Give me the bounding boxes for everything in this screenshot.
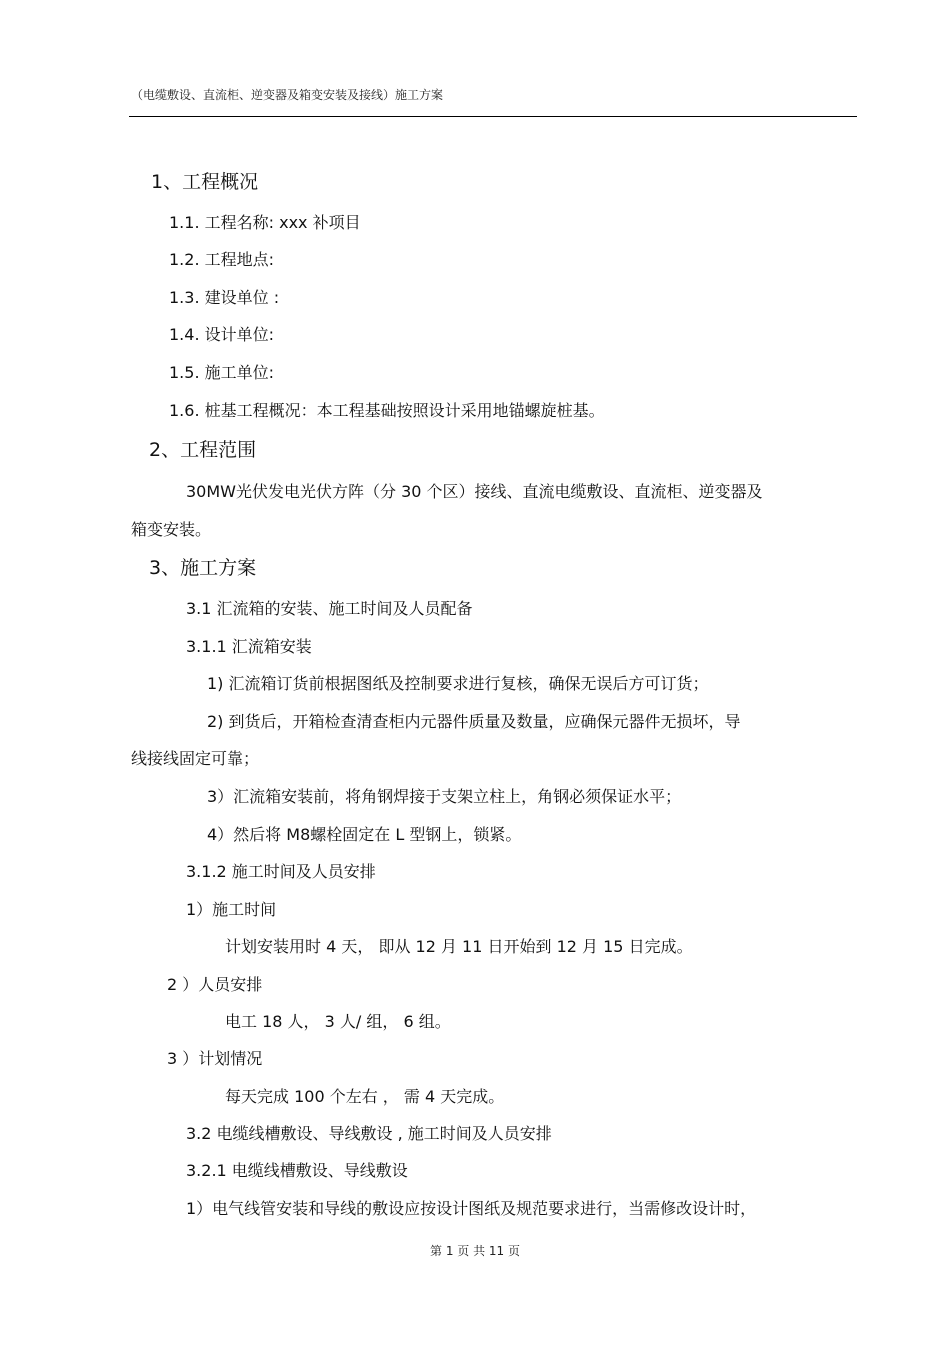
section-3-1-1-item-4: 4）然后将 M8螺栓固定在 L 型钢上，锁紧。 bbox=[207, 825, 522, 844]
section-3-2-1-title: 3.2.1 电缆线槽敷设、导线敷设 bbox=[186, 1161, 408, 1180]
section-3-1-2-time-text: 计划安装用时 4 天， 即从 12 月 11 日开始到 12 月 15 日完成。 bbox=[225, 937, 693, 956]
section-1-item-6: 1.6. 桩基工程概况：本工程基础按照设计采用地锚螺旋桩基。 bbox=[169, 401, 605, 420]
section-3-1-2-title: 3.1.2 施工时间及人员安排 bbox=[186, 862, 376, 881]
section-3-1-title: 3.1 汇流箱的安装、施工时间及人员配备 bbox=[186, 599, 473, 618]
section-2-heading: 2、工程范围 bbox=[149, 439, 257, 461]
section-3-1-2-plan-label: 3 ）计划情况 bbox=[167, 1049, 263, 1068]
page-header-title: （电缆敷设、直流柜、逆变器及箱变安装及接线）施工方案 bbox=[131, 88, 444, 102]
section-3-1-1-item-2-line-1: 2) 到货后，开箱检查清查柜内元器件质量及数量，应确保元器件无损坏，导 bbox=[207, 712, 741, 731]
section-3-2-title: 3.2 电缆线槽敷设、导线敷设 , 施工时间及人员安排 bbox=[186, 1124, 552, 1143]
section-3-2-1-item-1: 1）电气线管安装和导线的敷设应按设计图纸及规范要求进行，当需修改设计时， bbox=[186, 1199, 757, 1218]
section-3-1-1-item-2-line-2: 线接线固定可靠； bbox=[131, 749, 260, 768]
section-2-paragraph-line-1: 30MW光伏发电光伏方阵（分 30 个区）接线、直流电缆敷设、直流柜、逆变器及 bbox=[186, 482, 763, 501]
header-rule bbox=[129, 116, 857, 117]
section-3-1-1-title: 3.1.1 汇流箱安装 bbox=[186, 637, 312, 656]
section-3-1-1-item-1: 1) 汇流箱订货前根据图纸及控制要求进行复核，确保无误后方可订货； bbox=[207, 674, 709, 693]
section-3-1-2-staff-label: 2 ）人员安排 bbox=[167, 975, 263, 994]
section-1-heading: 1、工程概况 bbox=[151, 171, 259, 193]
section-3-1-2-time-label: 1）施工时间 bbox=[186, 900, 277, 919]
page-footer: 第 1 页 共 11 页 bbox=[430, 1244, 520, 1258]
section-1-item-5: 1.5. 施工单位: bbox=[169, 363, 275, 382]
section-3-1-2-plan-text: 每天完成 100 个左右 ， 需 4 天完成。 bbox=[225, 1087, 505, 1106]
section-3-heading: 3、施工方案 bbox=[149, 557, 257, 579]
section-3-1-2-staff-text: 电工 18 人， 3 人/ 组， 6 组。 bbox=[225, 1012, 451, 1031]
section-2-paragraph-line-2: 箱变安装。 bbox=[131, 520, 212, 539]
section-1-item-1: 1.1. 工程名称: xxx 补项目 bbox=[169, 213, 361, 232]
section-1-item-2: 1.2. 工程地点: bbox=[169, 250, 275, 269]
section-1-item-3: 1.3. 建设单位 : bbox=[169, 288, 280, 307]
section-3-1-1-item-3: 3）汇流箱安装前，将角钢焊接于支架立柱上，角钢必须保证水平； bbox=[207, 787, 682, 806]
section-1-item-4: 1.4. 设计单位: bbox=[169, 325, 275, 344]
